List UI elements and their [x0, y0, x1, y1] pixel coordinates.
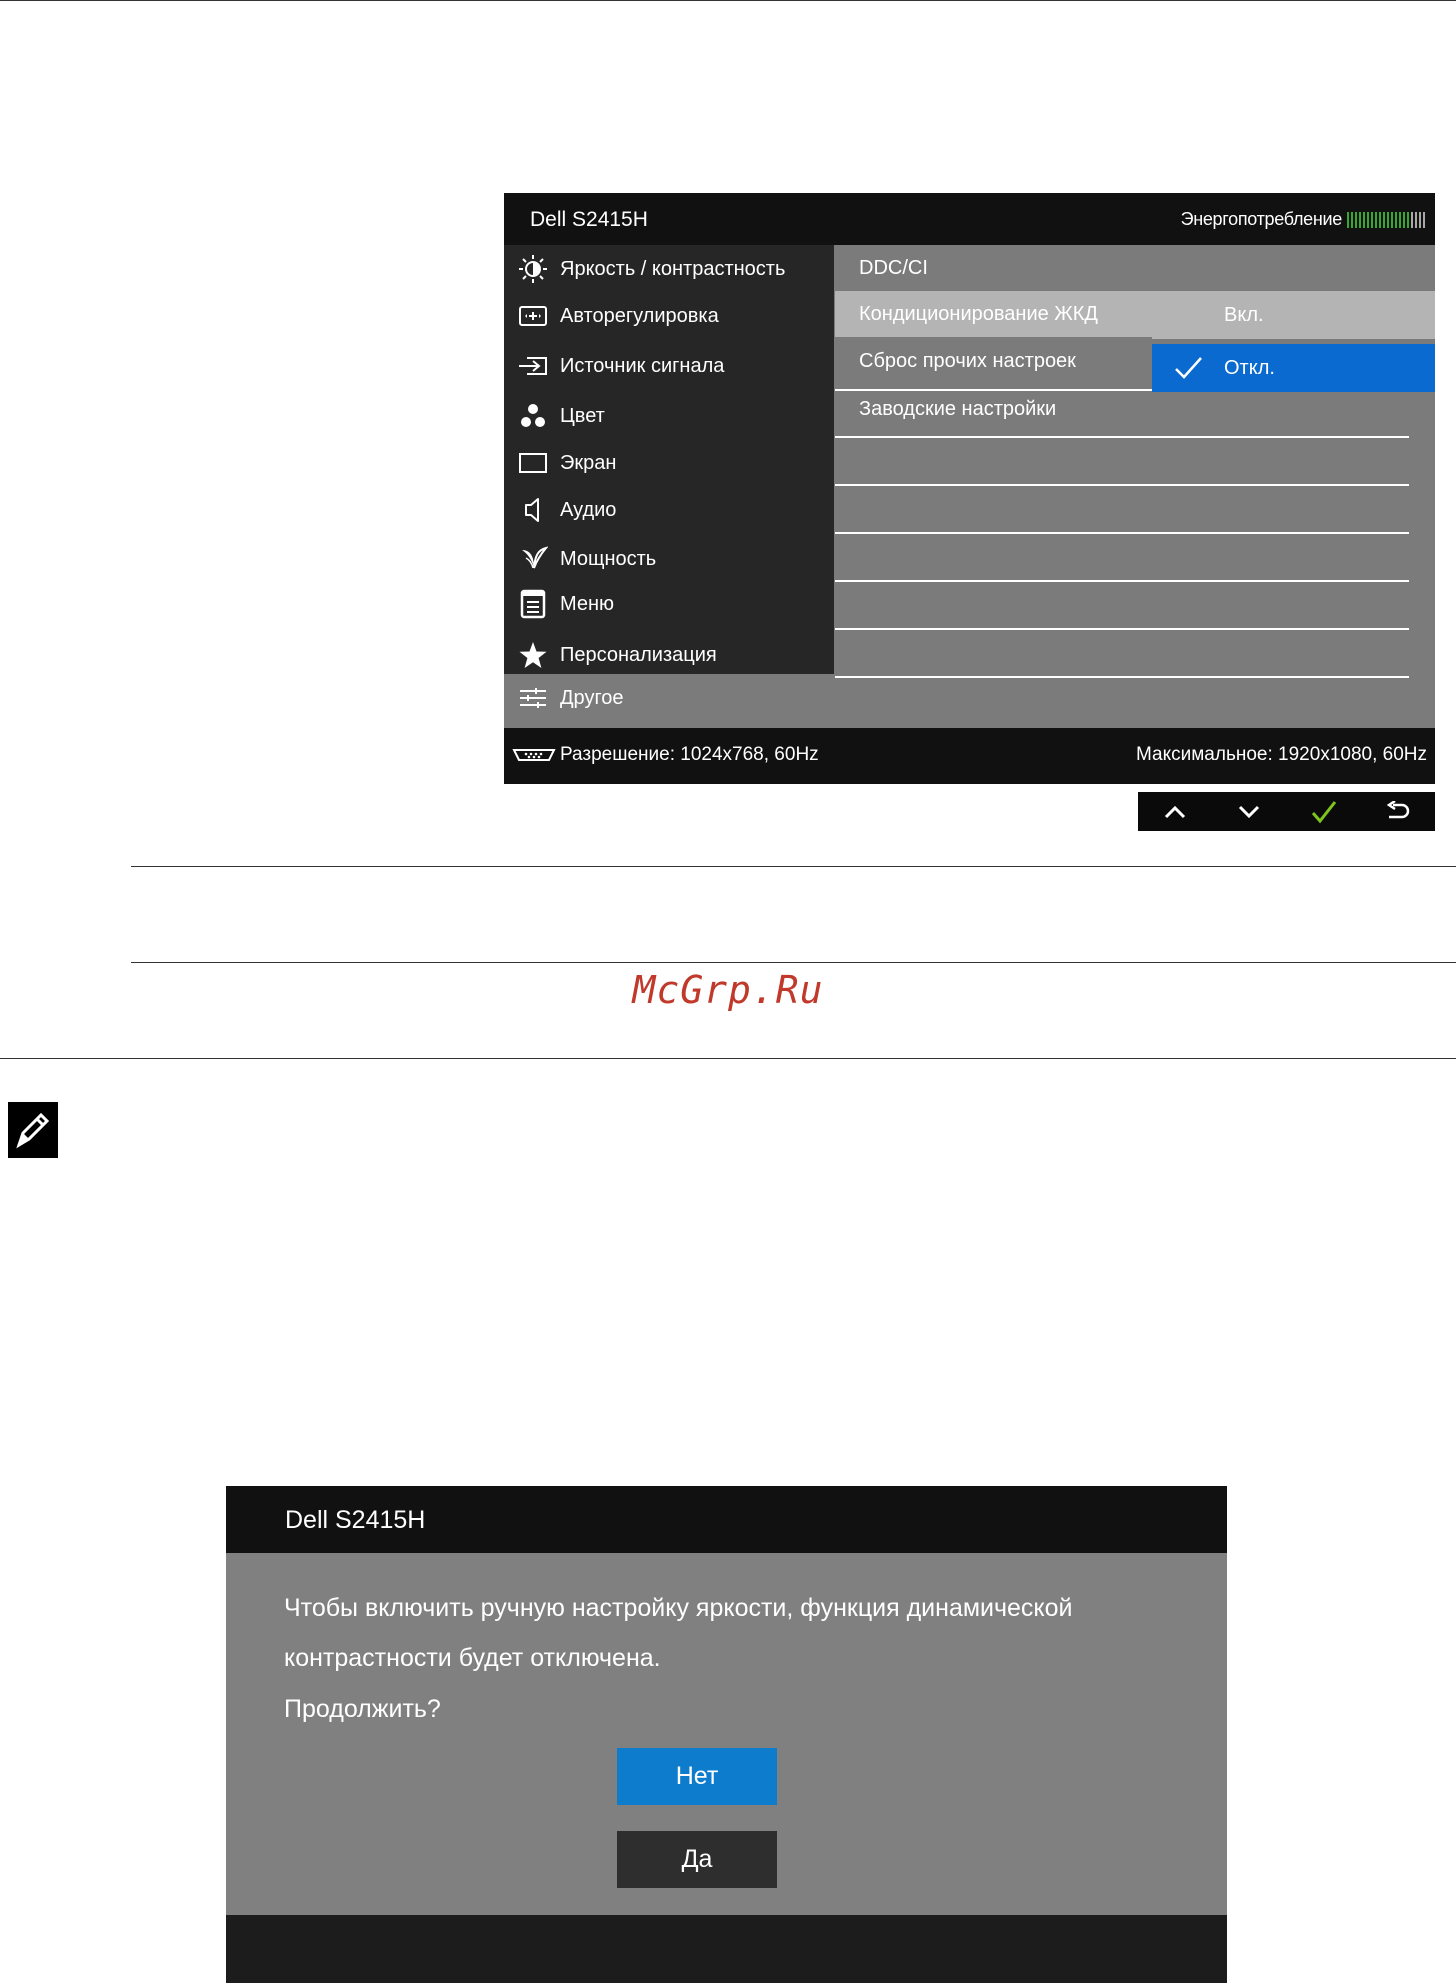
submenu-item-label: Сброс прочих настроек	[859, 349, 1076, 372]
energy-bar	[1407, 212, 1409, 228]
yes-button[interactable]: Да	[617, 1831, 777, 1888]
dialog-footer	[226, 1915, 1227, 1983]
menu-item-personalize[interactable]	[504, 635, 834, 675]
submenu-divider	[835, 580, 1409, 582]
energy-bar	[1363, 212, 1365, 228]
resolution-text: Разрешение: 1024x768, 60Hz	[560, 744, 819, 765]
option-on[interactable]	[1152, 291, 1435, 339]
submenu-divider	[835, 436, 1409, 438]
energy-label: Энергопотребление	[1180, 209, 1342, 229]
option-off[interactable]	[1152, 344, 1435, 392]
menu-item-audio[interactable]	[504, 490, 834, 530]
osd-header	[504, 193, 1435, 245]
display-icon	[516, 452, 550, 474]
down-arrow-icon[interactable]	[1229, 792, 1269, 831]
menu-item-label: Источник сигнала	[560, 354, 725, 377]
star-icon	[516, 641, 550, 669]
energy-bar	[1355, 212, 1357, 228]
energy-bars	[1347, 212, 1427, 228]
confirm-dialog	[226, 1486, 1227, 1983]
energy-bar	[1351, 212, 1353, 228]
up-arrow-icon[interactable]	[1155, 792, 1195, 831]
menu-item-label: Авторегулировка	[560, 304, 719, 327]
check-icon[interactable]	[1304, 792, 1344, 831]
menu-item-menu[interactable]	[504, 584, 834, 624]
dialog-header	[226, 1486, 1227, 1553]
back-icon[interactable]	[1378, 792, 1418, 831]
menu-item-color[interactable]	[504, 396, 834, 436]
dialog-message-line-3: Продолжить?	[284, 1695, 441, 1723]
energy-bar	[1411, 212, 1413, 228]
check-icon	[1152, 355, 1224, 381]
osd-menu	[504, 193, 1435, 784]
brightness-icon	[516, 254, 550, 284]
input-source-icon	[516, 354, 550, 378]
section-rule-2	[131, 962, 1456, 963]
dialog-message-line-2: контрастности будет отключена.	[284, 1644, 661, 1672]
submenu-item-factory-reset[interactable]	[835, 389, 1409, 429]
energy-bar	[1419, 212, 1421, 228]
energy-bar	[1399, 212, 1401, 228]
energy-bar	[1423, 212, 1425, 228]
submenu-divider	[835, 532, 1409, 534]
option-label: Откл.	[1224, 356, 1275, 379]
energy-bar	[1375, 212, 1377, 228]
menu-icon	[516, 589, 550, 619]
pencil-note-icon	[8, 1102, 58, 1158]
menu-item-label: Цвет	[560, 404, 605, 427]
energy-bar	[1359, 212, 1361, 228]
submenu-item-label: DDC/CI	[859, 256, 928, 279]
max-resolution-text: Максимальное: 1920x1080, 60Hz	[1136, 744, 1427, 765]
energy-bar	[1395, 212, 1397, 228]
submenu-item-reset-other[interactable]	[835, 339, 1155, 383]
no-button[interactable]: Нет	[617, 1748, 777, 1805]
energy-bar	[1347, 212, 1349, 228]
energy-bar	[1387, 212, 1389, 228]
submenu-divider	[835, 484, 1409, 486]
submenu-divider	[835, 628, 1409, 630]
sliders-icon	[516, 686, 550, 710]
menu-item-label: Яркость / контрастность	[560, 257, 786, 280]
energy-bar	[1391, 212, 1393, 228]
submenu-item-ddc-ci[interactable]	[835, 245, 1155, 291]
dialog-message-line-1: Чтобы включить ручную настройку яркости, функция динамической	[284, 1594, 1073, 1622]
energy-meter	[1181, 209, 1427, 230]
energy-bar	[1371, 212, 1373, 228]
osd-footer	[504, 728, 1435, 784]
color-icon	[516, 403, 550, 429]
option-label: Вкл.	[1224, 303, 1264, 326]
menu-item-label: Мощность	[560, 547, 657, 570]
menu-item-auto-adjust[interactable]	[504, 296, 834, 336]
power-icon	[516, 546, 550, 572]
auto-adjust-icon	[516, 304, 550, 328]
menu-item-brightness[interactable]	[504, 249, 834, 289]
dialog-title: Dell S2415H	[285, 1506, 426, 1534]
vga-connector-icon	[512, 747, 556, 763]
energy-bar	[1403, 212, 1405, 228]
menu-item-display[interactable]	[504, 443, 834, 483]
menu-item-power[interactable]	[504, 539, 834, 579]
watermark: McGrp.Ru	[632, 968, 824, 1012]
menu-item-label: Персонализация	[560, 643, 717, 666]
menu-item-label: Другое	[560, 686, 624, 709]
resolution-info	[512, 744, 819, 766]
submenu-item-label: Заводские настройки	[859, 397, 1057, 420]
section-rule-3	[0, 1058, 1456, 1059]
energy-bar	[1415, 212, 1417, 228]
menu-item-input-source[interactable]	[504, 346, 834, 386]
osd-model-title: Dell S2415H	[530, 208, 648, 231]
submenu-divider	[835, 676, 1409, 678]
energy-bar	[1383, 212, 1385, 228]
submenu-item-label: Кондиционирование ЖКД	[859, 302, 1098, 325]
energy-bar	[1367, 212, 1369, 228]
section-rule-1	[131, 866, 1456, 867]
energy-bar	[1379, 212, 1381, 228]
osd-nav-buttons	[1138, 792, 1435, 831]
menu-item-other[interactable]	[504, 678, 834, 718]
top-rule	[0, 0, 1456, 1]
audio-icon	[516, 496, 550, 524]
menu-item-label: Меню	[560, 592, 615, 615]
menu-item-label: Аудио	[560, 498, 617, 521]
menu-item-label: Экран	[560, 451, 617, 474]
